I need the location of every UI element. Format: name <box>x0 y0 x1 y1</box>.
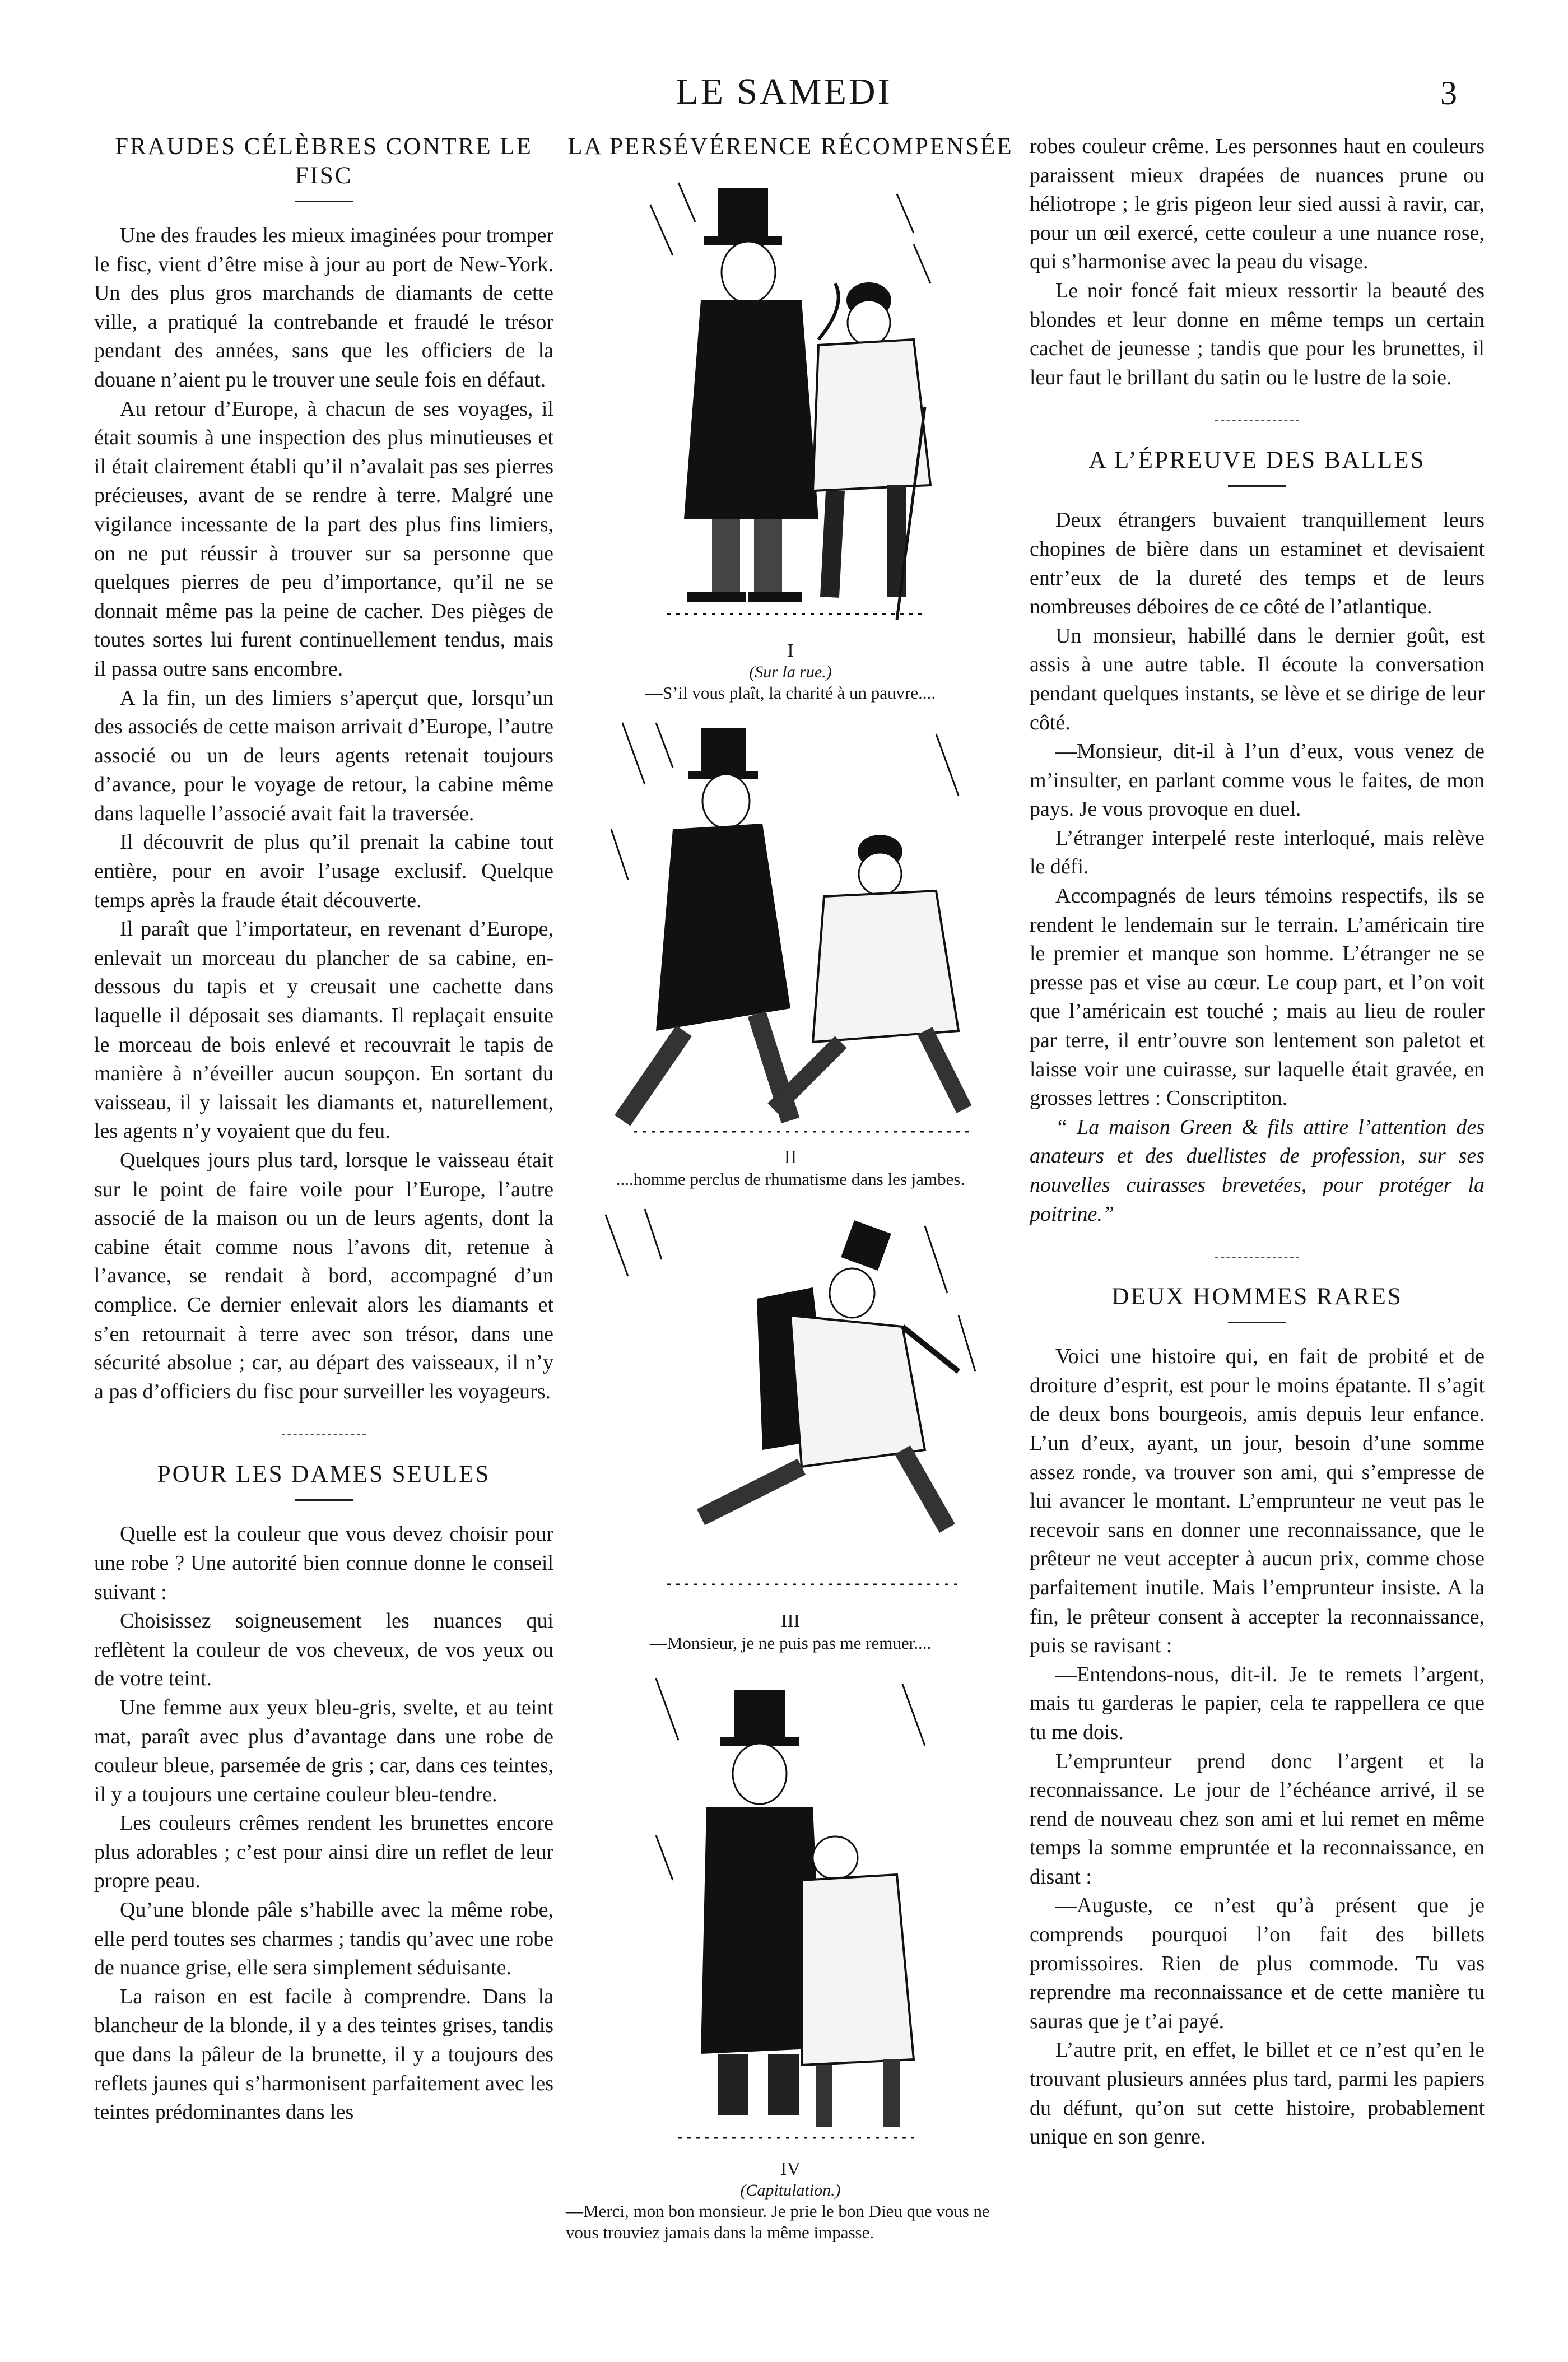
panel-caption: —Merci, mon bon monsieur. Je prie le bon Dieu que vous ne vous trouviez jamais dans la même impasse. <box>566 2201 990 2242</box>
paragraph: —Monsieur, dit-il à l’un d’eux, vous venez de m’insulter, en parlant comme vous le faites, de mon pays. Je vous provoque en duel. <box>1030 740 1485 821</box>
paragraph: L’autre prit, en effet, le billet et ce n’est qu’en le trouvant plusieurs années plus tard, parmi les papiers du défunt, qu’on sut cette histoire, probablement unique en son genre. <box>1030 2038 1485 2149</box>
paragraph: Une femme aux yeux bleu-gris, svelte, et au teint mat, paraît avec plus d’avantage dans une robe de couleur bleue, parsemée de gris ; car, dans ces teintes, il y a toujours une certaine couleur bleu-tendre. <box>94 1695 553 1806</box>
cartoon-illustration-1 <box>634 171 947 636</box>
paragraph: Une des fraudes les mieux imaginées pour tromper le fisc, vient d’être mise à jour au port de New-York. Un des plus gros marchands de diamants de cette ville, a pratiqué la contrebande et fraudé le trésor pendant des années, sans que les officiers de la douane n’aient pu le trouver une seule fois en défaut. <box>94 224 553 392</box>
article-title-fraudes: FRAUDES CÉLÈBRES CONTRE LE FISC <box>115 133 533 189</box>
article-title-rares: DEUX HOMMES RARES <box>1111 1284 1403 1310</box>
page-number: 3 <box>1440 75 1457 111</box>
cartoon-panel-2 <box>560 717 1021 1190</box>
left-column <box>94 132 553 2127</box>
cartoon-panel-1 <box>560 171 1021 704</box>
page-header <box>0 66 1568 128</box>
journal-title: LE SAMEDI <box>676 71 892 112</box>
paragraph: —Entendons-nous, dit-il. Je te remets l’argent, mais tu garderas le papier, cela te rappellera ce que tu me dois. <box>1030 1662 1485 1744</box>
title-rule <box>295 201 353 202</box>
paragraph: Quelques jours plus tard, lorsque le vaisseau était sur le point de faire voile pour l’Europe, l’autre associé de la maison ou un de leurs agents, dont la cabine était comme nous l’avons dit, retenue à l’avance, se rendait à bord, accompagné d’un complice. Ce dernier enlevait alors les diamants et s’en retournait à terre avec son trésor, dans une sécurité absolue ; car, au départ des vaisseaux, il n’y a pas d’officiers du fisc pour surveiller les voyageurs. <box>94 1149 553 1403</box>
cartoon-panel-3 <box>560 1203 1021 1654</box>
paragraph: Au retour d’Europe, à chacun de ses voyages, il était soumis à une inspection des plus minutieuses et il était clairement établi qu’il n’avalait pas ses pierres précieuses, avant de se rendre à terre. Malgré une vigilance incessante de la part des plus fins limiers, on ne put réussir à trouver sur sa personne que quelques pierres de peu d’importance, qu’il ne se donnait même pas la peine de cacher. Des pièges de toutes sortes lui furent continuellement tendus, mais il passa outre sans encombre. <box>94 397 553 681</box>
title-rule <box>1228 1322 1286 1323</box>
paragraph: Il paraît que l’importateur, en revenant d’Europe, enlevait un morceau du plancher de sa cabine, en-dessous du tapis et y creusait une cachette dans laquelle il déposait ses diamants. Il replaçait ensuite le morceau de bois enlevé et recouvrait le tapis de manière à n’éveiller aucun soupçon. En sortant du vaisseau, il y laissait les diamants et, naturellement, les agents n’y voyaient que du feu. <box>94 917 553 1143</box>
panel-numeral: I <box>787 640 794 661</box>
paragraph: Le noir foncé fait mieux ressortir la beauté des blondes et leur donne en même temps un certain cachet de jeunesse ; tandis que pour les brunettes, il leur faut le brillant du satin ou le lustre de la soie. <box>1030 278 1485 389</box>
section-separator <box>1215 420 1299 421</box>
panel-numeral: II <box>784 1147 797 1168</box>
paragraph: Quelle est la couleur que vous devez choisir pour une robe ? Une autorité bien connue donne le conseil suivant : <box>94 1522 553 1604</box>
title-rule <box>1228 485 1286 487</box>
panel-numeral: IV <box>780 2159 801 2179</box>
paragraph: Il découvrit de plus qu’il prenait la cabine tout entière, pour en avoir l’usage exclusif. Quelque temps après la fraude était découverte. <box>94 830 553 912</box>
panel-numeral: III <box>781 1611 800 1631</box>
paragraph: L’étranger interpelé reste interloqué, mais relève le défi. <box>1030 826 1485 879</box>
paragraph: —Auguste, ce n’est qu’à présent que je comprends pourquoi l’on fait des billets promissoires. Rien de plus commode. Tu vas reprendre ma reconnaissance et de cette manière tu sauras que je t’ai payé. <box>1030 1894 1485 2033</box>
paragraph: Qu’une blonde pâle s’habille avec la même robe, elle perd toutes ses charmes ; tandis qu’avec une robe de nuance grise, elle sera simplement séduisante. <box>94 1898 553 1980</box>
title-rule <box>295 1499 353 1501</box>
cartoon-illustration-4 <box>634 1667 947 2155</box>
paragraph: Voici une histoire qui, en fait de probité et de droiture d’esprit, est pour le moins épatante. Il s’agit de deux bons bourgeois, amis depuis leur enfance. L’un d’eux, ayant, un jour, besoin d’une somme assez ronde, va trouver son ami, qui s’empresse de lui avancer le montant. L’emprunteur ne veut pas le recevoir sans en donner une reconnaissance, que le prêteur ne veut accepter à aucun prix, comme chose parfaitement inutile. Mais l’emprunteur insiste. A la fin, le prêteur consent à accepter la reconnaissance, puis se ravisant : <box>1030 1345 1485 1658</box>
panel-caption: —S’il vous plaît, la charité à un pauvre.... <box>645 683 936 703</box>
article-title-balles: A L’ÉPREUVE DES BALLES <box>1088 447 1426 474</box>
paragraph: A la fin, un des limiers s’aperçut que, lorsqu’un des associés de cette maison arrivait d’Europe, l’autre associé ou un de leurs agents retenait toujours d’avance, pour le voyage de retour, la cabine même dans laquelle l’associé avait fait la traversée. <box>94 686 553 825</box>
right-column <box>1030 132 1485 2152</box>
advertisement-quote: “ La maison Green & fils attire l’attention des anateurs et des duellistes de profession, sur ses nouvelles cuirasses brevetées, pour protéger la poitrine.” <box>1030 1115 1485 1226</box>
paragraph: La raison en est facile à comprendre. Dans la blancheur de la blonde, il y a des teintes grises, tandis que dans la pâleur de la brunette, il y a toujours des reflets jaunes qui s’harmonisent parfaitement avec les teintes prédominantes dans les <box>94 1984 553 2124</box>
paragraph: Les couleurs crêmes rendent les brunettes encore plus adorables ; c’est pour ainsi dire un reflet de leur propre peau. <box>94 1811 553 1893</box>
paragraph: Choisissez soigneusement les nuances qui reflètent la couleur de vos cheveux, de vos yeux ou de votre teint. <box>94 1609 553 1691</box>
article-title-dames: POUR LES DAMES SEULES <box>157 1461 491 1488</box>
section-separator <box>282 1434 366 1435</box>
cartoon-illustration-3 <box>589 1203 992 1607</box>
cartoon-panel-4 <box>560 1667 1021 2243</box>
paragraph: Un monsieur, habillé dans le dernier goût, est assis à une autre table. Il écoute la conversation pendant quelques instants, se lève et se dirige de leur côté. <box>1030 624 1485 734</box>
cartoon-title: LA PERSÉVÉRENCE RÉCOMPENSÉE <box>567 133 1013 160</box>
panel-subcaption: (Capitulation.) <box>740 2181 841 2200</box>
paragraph: Accompagnés de leurs témoins respectifs, ils se rendent le lendemain sur le terrain. L’américain tire le premier et manque son homme. L’étranger ne se presse pas et vise au cœur. Le coup part, et l’on voit que l’américain est touché ; mais au lieu de rouler par terre, il entr’ouvre son lentement son paletot et laisse voir une cuirasse, sur laquelle était gravée, en grosses lettres : Conscriptiton. <box>1030 884 1485 1110</box>
paragraph: L’emprunteur prend donc l’argent et la reconnaissance. Le jour de l’échéance arrivé, il se rend de nouveau chez son ami et lui remet en même temps la somme empruntée et la reconnaissance, en disant : <box>1030 1749 1485 1889</box>
paragraph: Deux étrangers buvaient tranquillement leurs chopines de bière dans un estaminet et devisaient entr’eux de la dureté des temps et de leurs nombreuses déboires de ce côté de l’atlantique. <box>1030 508 1485 619</box>
panel-caption: ....homme perclus de rhumatisme dans les jambes. <box>616 1169 965 1189</box>
panel-caption: —Monsieur, je ne puis pas me remuer.... <box>649 1633 932 1653</box>
paragraph: robes couleur crême. Les personnes haut en couleurs paraissent mieux drapées de nuances prune ou héliotrope ; le gris pigeon leur sied aussi à ravir, car, pour un œil exercé, cette couleur a une nuance rose, qui s’harmonise avec la peau du visage. <box>1030 134 1485 274</box>
cartoon-illustration-2 <box>589 717 992 1143</box>
panel-subcaption: (Sur la rue.) <box>749 663 832 681</box>
section-separator <box>1215 1257 1299 1258</box>
middle-column <box>560 132 1021 2243</box>
